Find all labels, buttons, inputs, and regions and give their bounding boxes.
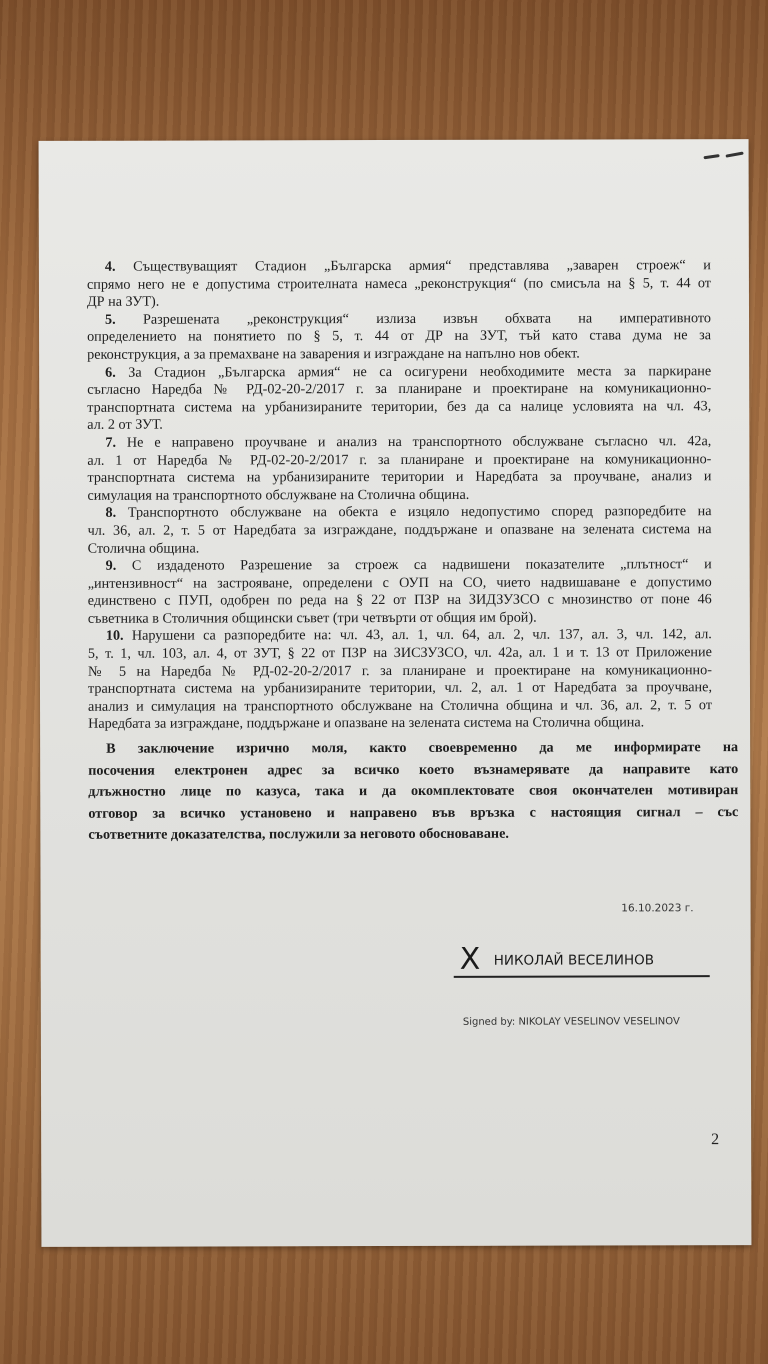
item-text: 5, т. 1, чл. 103, ал. 4, от ЗУТ, § 22 от ПЗР на ЗИСЗУЗСО, чл. 42а, ал. 1 и т. 13 от Приложение — [87, 644, 712, 662]
item-line — [88, 662, 712, 681]
item-line — [88, 574, 712, 593]
item-line — [88, 715, 712, 734]
item-text: С издаденото Разрешение за строеж са надвишени показателите „плътност“ и — [131, 556, 712, 574]
item-line — [88, 697, 712, 716]
item-text: Не е направено проучване и анализ на транспортното обслужване съгласно чл. 42а, — [126, 433, 712, 451]
item-text: транспортната система на урбанизираните територии, чл. 2, ал. 1 от Наредбата за проучване, — [87, 679, 713, 698]
document-page — [39, 139, 752, 1247]
item-text: Съществуващият Стадион „Българска армия“ представлява „заварен строеж“ и — [133, 257, 711, 275]
signature-mark: X — [459, 941, 481, 977]
item-number: 6. — [105, 364, 116, 381]
item-text: реконструкция, а за премахване на заварения и изграждане на напълно нов обект. — [87, 345, 580, 363]
item-line — [87, 328, 711, 347]
item-line — [87, 363, 711, 382]
item-text: № 5 на Наредба № РД-02-20-2/2017 г. за планиране и проектиране на комуникационно- — [87, 661, 712, 680]
item-line — [87, 292, 711, 311]
item-text: анализ и симулация на транспортното обслужване на Столична община и чл. 36, ал. 2, т. 5 от — [88, 697, 713, 715]
item-line — [87, 468, 711, 487]
item-number: 9. — [105, 557, 117, 574]
item-text: „интензивност“ на застрояване, определени с ОУП на СО, чието надвишаване е допустимо — [87, 573, 712, 592]
item-number: 5. — [105, 311, 116, 328]
item-text: Разрешената „реконструкция“ излиза извън обхвата на императивното — [142, 309, 712, 328]
item-number: 7. — [105, 434, 117, 451]
item-text: ал. 1 от Наредба № РД-02-20-2/2017 г. за планиране и проектиране на комуникационно- — [87, 450, 712, 469]
item-line — [87, 257, 711, 276]
item-line — [87, 275, 711, 294]
item-number: 4. — [104, 258, 116, 275]
conclusion-line: съответните доказателства, послужили за неговото обосноваване. — [88, 825, 509, 843]
item-text: определението на понятието по § 5, т. 44 от ДР на ЗУТ, тъй като става дума не за — [87, 327, 712, 346]
conclusion-line: В заключение изрично моля, както своевременно да ме информирате на — [106, 739, 739, 757]
item-line — [88, 679, 712, 698]
item-line — [87, 416, 711, 435]
item-line — [87, 345, 711, 364]
item-line — [88, 591, 712, 610]
signer-name: НИКОЛАЙ ВЕСЕЛИНОВ — [493, 952, 655, 969]
document-date: 16.10.2023 г. — [621, 902, 694, 915]
signature-block — [454, 939, 710, 978]
item-text: съветника в Столичния общински съвет (три четвърти от общия им брой). — [87, 609, 537, 627]
item-line — [88, 556, 712, 575]
item-line — [88, 539, 712, 558]
item-line — [88, 609, 712, 628]
item-line — [87, 486, 711, 505]
conclusion-line: длъжностно лице по казуса, така и да окомплектовате своя окончателен мотивиран — [88, 782, 739, 800]
item-number: 10. — [105, 628, 124, 645]
item-line — [88, 627, 712, 646]
item-text: транспортната система на урбанизираните територии и Наредбата за проучване, анализ и — [87, 468, 712, 486]
item-text: съгласно Наредба № РД-02-20-2/2017 г. за планиране и проектиране на комуникационно- — [87, 380, 712, 398]
item-text: Транспортното обслужване на обекта е изцяло недопустимо според разпоредбите на — [127, 503, 712, 522]
conclusion-paragraph — [88, 737, 738, 846]
item-text: спрямо него не е допустима строителната намеса „реконструкция“ (по смисъла на § 5, т. 44 от — [86, 274, 711, 293]
item-line — [88, 644, 712, 663]
item-text: Столична община. — [87, 540, 200, 557]
numbered-items — [87, 257, 712, 734]
item-text: симулация на транспортното обслужване на Столична община. — [87, 486, 470, 504]
page-number: 2 — [711, 1131, 720, 1149]
conclusion-line: отговор за всичко установено и направено във връзка с настоящия сигнал – със — [88, 803, 739, 822]
item-text: единствено с ПУП, одобрен по реда на § 22 от ПЗР на ЗИДЗУЗСО с мнозинство от поне 46 — [87, 591, 712, 610]
item-text: За Стадион „Българска армия“ не са осигурени необходимите места за паркиране — [128, 362, 712, 381]
item-line — [87, 310, 711, 329]
item-number: 8. — [105, 505, 117, 522]
item-text: Наредбата за изграждане, поддържане и опазване на зелената система на Столична община. — [88, 714, 645, 733]
item-line — [87, 433, 711, 452]
item-line — [88, 521, 712, 540]
item-line — [87, 451, 711, 470]
item-line — [88, 503, 712, 522]
conclusion-line: посочения електронен адрес за всичко което възнамерявате да направите като — [88, 760, 739, 779]
item-text: транспортната система на урбанизираните територии, без да са налице условията на чл. 43, — [87, 397, 712, 416]
signed-by: Signed by: NIKOLAY VESELINOV VESELINOV — [462, 1016, 680, 1028]
item-line — [87, 398, 711, 417]
item-text: Нарушени са разпоредбите на: чл. 43, ал. 1, чл. 64, ал. 2, чл. 137, ал. 3, чл. 142, ал. — [131, 626, 712, 645]
corner-mark-icon — [704, 153, 744, 159]
item-text: ДР на ЗУТ). — [86, 293, 160, 310]
item-text: ал. 2 от ЗУТ. — [87, 416, 163, 434]
item-text: чл. 36, ал. 2, т. 5 от Наредбата за изграждане, поддържане и опазване на зелената система на — [87, 521, 712, 539]
item-line — [87, 380, 711, 399]
